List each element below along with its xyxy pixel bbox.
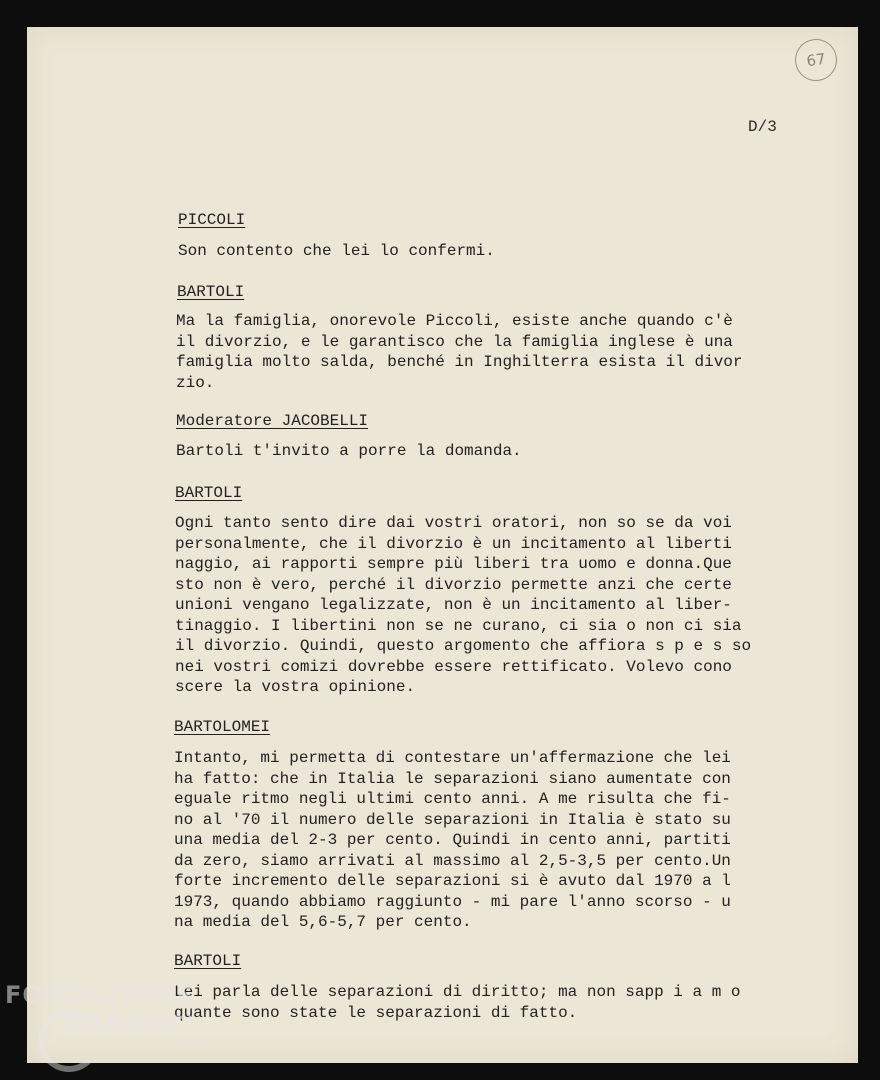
text-line: 1973, quando abbiamo raggiunto - mi pare l'anno scorso - u [174, 892, 731, 911]
speaker-name: PICCOLI [178, 211, 246, 229]
text-line: il divorzio, e le garantisco che la famiglia inglese è una [176, 332, 733, 351]
speech-text [176, 311, 743, 393]
text-line: Son contento che lei lo confermi. [178, 242, 495, 260]
text-line: sto non è vero, perché il divorzio permette anzi che certe [175, 575, 732, 594]
watermark-line: FONDAZIONE [5, 981, 194, 1009]
speaker-name: BARTOLI [177, 283, 245, 301]
text-line: Lei parla delle separazioni di diritto; ma non sapp i a m o [174, 983, 741, 1001]
speech-text [175, 513, 751, 698]
speaker-name: BARTOLI [174, 952, 242, 970]
text-line: una media del 2-3 per cento. Quindi in cento anni, partiti [174, 831, 731, 849]
text-line: scere la vostra opinione. [175, 678, 416, 696]
text-line: unioni vengano legalizzate, non è un incitamento al liber- [175, 596, 732, 614]
speech-text [174, 748, 731, 933]
page-number: 67 [805, 49, 827, 71]
text-line: famiglia molto salda, benché in Inghilterra esista il divor [176, 353, 743, 371]
text-line: Ma la famiglia, onorevole Piccoli, esiste anche quando c'è [176, 312, 733, 330]
speech-text [174, 982, 741, 1023]
text-line: personalmente, che il divorzio è un incitamento al liberti [175, 534, 732, 553]
text-line: naggio, ai rapporti sempre più liberi tra uomo e donna.Que [175, 555, 732, 573]
text-line: Bartoli t'invito a porre la domanda. [176, 442, 522, 460]
text-line: na media del 5,6-5,7 per cento. [174, 913, 472, 931]
document-reference: D/3 [748, 118, 777, 136]
speech-text [176, 441, 522, 462]
speaker-name: BARTOLI [175, 484, 243, 502]
speaker-name: Moderatore JACOBELLI [176, 412, 369, 430]
text-line: eguale ritmo negli ultimi cento anni. A me risulta che fi- [174, 790, 731, 808]
watermark [5, 980, 209, 1050]
text-line: Intanto, mi permetta di contestare un'affermazione che lei [174, 749, 731, 767]
text-line: tinaggio. I libertini non se ne curano, ci sia o non ci sia [175, 616, 742, 635]
text-line: zio. [176, 373, 215, 392]
watermark-line: onlus [177, 1038, 210, 1052]
text-line: da zero, siamo arrivati al massimo al 2,5-3,5 per cento.Un [174, 851, 731, 870]
speech-text [178, 241, 495, 262]
watermark-line: GRAMSCI [65, 1011, 197, 1039]
text-line: no al '70 il numero delle separazioni in Italia è stato su [174, 810, 731, 829]
text-line: forte incremento delle separazioni si è avuto dal 1970 a l [174, 872, 731, 890]
text-line: ha fatto: che in Italia le separazioni siano aumentate con [174, 769, 731, 788]
text-line: il divorzio. Quindi, questo argomento che affiora s p e s so [175, 637, 752, 655]
speaker-name: BARTOLOMEI [174, 718, 271, 736]
text-line: Ogni tanto sento dire dai vostri oratori, non so se da voi [175, 514, 732, 532]
text-line: quante sono state le separazioni di fatto. [174, 1003, 578, 1022]
text-line: nei vostri comizi dovrebbe essere rettificato. Volevo cono [175, 657, 732, 676]
